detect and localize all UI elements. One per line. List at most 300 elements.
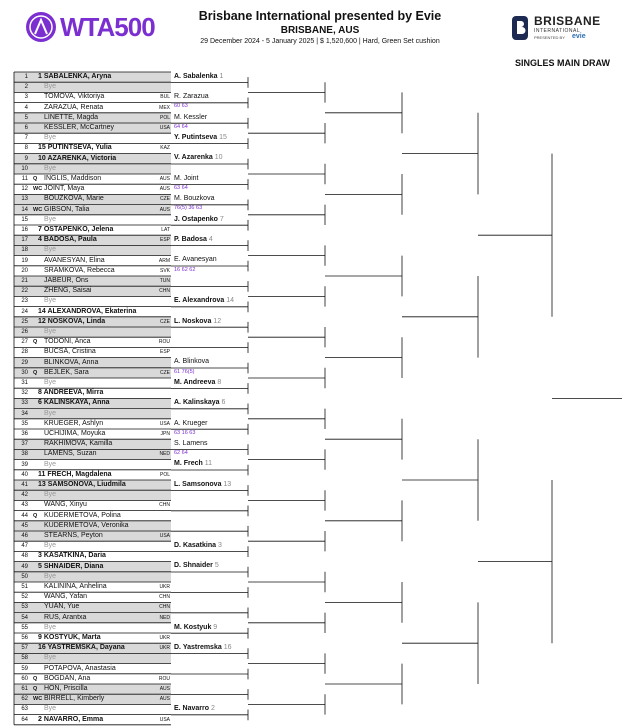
entry-number: 5 bbox=[24, 114, 28, 121]
draw-entry-row bbox=[14, 276, 171, 286]
draw-entry-row bbox=[14, 439, 171, 449]
round2-winner-seed: 4 bbox=[206, 235, 213, 243]
draw-entry-row bbox=[14, 409, 171, 419]
draw-entry-row bbox=[14, 460, 171, 470]
round2-winner-name: A. Krueger bbox=[174, 419, 208, 427]
entry-player-name: Bye bbox=[44, 623, 57, 631]
entry-player-name: KRUEGER, Ashlyn bbox=[44, 419, 104, 427]
draw-entry-row bbox=[14, 378, 171, 388]
round2-score: 62 64 bbox=[174, 450, 188, 457]
entry-number: 11 bbox=[21, 176, 28, 182]
entry-player-name: 10 AZARENKA, Victoria bbox=[38, 154, 117, 162]
entry-player-name: WANG, Yafan bbox=[44, 593, 88, 601]
round2-winner-seed: 2 bbox=[209, 705, 215, 713]
draw-entry-row bbox=[14, 154, 171, 164]
round2-winner bbox=[174, 114, 207, 121]
draw-entry-row bbox=[14, 551, 171, 561]
draw-entry-row bbox=[14, 368, 171, 378]
entry-number: 62 bbox=[21, 696, 28, 703]
entry-number: 58 bbox=[21, 655, 28, 662]
round2-winner-seed: 6 bbox=[219, 399, 226, 407]
entry-player-name: INGLIS, Maddison bbox=[44, 175, 102, 182]
entry-number: 20 bbox=[21, 267, 28, 274]
entry-player-name: Bye bbox=[44, 134, 57, 142]
round2-winner-name: L. Noskova bbox=[174, 317, 212, 325]
entry-player-name: BLINKOVA, Anna bbox=[44, 358, 99, 366]
round2-winner-name: L. Samsonova bbox=[174, 480, 222, 488]
entry-player-name: Bye bbox=[44, 246, 57, 254]
draw-entry-row bbox=[14, 103, 171, 113]
entry-number: 27 bbox=[21, 339, 28, 346]
draw-entry-row bbox=[14, 653, 171, 663]
draw-entry-row bbox=[14, 317, 171, 327]
entry-country: CZE bbox=[160, 318, 170, 325]
round2-winner-name: Y. Putintseva bbox=[174, 133, 218, 141]
draw-entry-row bbox=[14, 296, 171, 306]
entry-country: USA bbox=[159, 125, 170, 131]
draw-entry-row bbox=[14, 664, 171, 674]
round2-winner bbox=[174, 562, 219, 569]
entry-number: 36 bbox=[21, 431, 28, 437]
entry-status: WC bbox=[33, 186, 43, 193]
round2-winner bbox=[174, 195, 214, 202]
sponsor-main: BRISBANE bbox=[534, 14, 601, 28]
entry-player-name: Bye bbox=[44, 328, 57, 335]
round2-winner bbox=[174, 379, 221, 386]
draw-entry-row bbox=[14, 500, 171, 510]
entry-country: POL bbox=[159, 114, 170, 121]
round2-winner bbox=[174, 624, 217, 631]
entry-country: POL bbox=[159, 471, 170, 478]
entry-country: LAT bbox=[161, 227, 170, 233]
entry-number: 61 bbox=[21, 686, 28, 692]
entry-number: 40 bbox=[21, 471, 28, 478]
entry-player-name: Bye bbox=[44, 215, 57, 223]
entry-player-name: 6 KALINSKAYA, Anna bbox=[38, 399, 110, 407]
entry-player-name: 15 PUTINTSEVA, Yulia bbox=[38, 144, 112, 152]
round2-winner-seed: 11 bbox=[202, 460, 213, 468]
round2-winner bbox=[174, 399, 225, 406]
round2-winner-name: A. Sabalenka bbox=[174, 72, 218, 80]
round2-winner bbox=[174, 420, 207, 427]
entry-number: 43 bbox=[21, 502, 28, 509]
round2-winner bbox=[174, 93, 209, 100]
entry-number: 41 bbox=[21, 482, 28, 488]
entry-country: AUS bbox=[159, 206, 170, 213]
round2-winner bbox=[174, 73, 223, 80]
round2-winner bbox=[174, 705, 215, 712]
entry-player-name: STEARNS, Peyton bbox=[44, 532, 103, 539]
entry-player-name: WANG, Xinyu bbox=[44, 501, 87, 509]
entry-country: CHN bbox=[159, 604, 170, 611]
entry-player-name: 5 SHNAIDER, Diana bbox=[38, 562, 104, 570]
draw-entry-row bbox=[14, 704, 171, 714]
entry-player-name: BEJLEK, Sara bbox=[44, 368, 89, 376]
entry-country: ARM bbox=[158, 257, 170, 264]
round2-winner-name: R. Zarazua bbox=[174, 93, 209, 101]
entry-number: 47 bbox=[21, 543, 28, 550]
entry-player-name: LAMENS, Suzan bbox=[44, 450, 97, 458]
entry-country: AUS bbox=[159, 696, 170, 703]
round2-winner-name: D. Yastremska bbox=[174, 643, 222, 651]
entry-player-name: TODONI, Anca bbox=[44, 338, 91, 346]
entry-number: 6 bbox=[24, 125, 28, 131]
entry-player-name: 14 ALEXANDROVA, Ekaterina bbox=[38, 307, 137, 315]
round2-winner-seed: 15 bbox=[217, 133, 227, 141]
entry-country: USA bbox=[159, 533, 170, 539]
entry-country: UKR bbox=[159, 584, 170, 590]
round2-winner-seed: 7 bbox=[217, 215, 224, 223]
entry-number: 17 bbox=[21, 237, 28, 244]
round2-winner-seed: 9 bbox=[211, 623, 218, 631]
draw-entry-row bbox=[14, 511, 171, 521]
entry-number: 3 bbox=[24, 94, 28, 101]
entry-country: UKR bbox=[159, 635, 170, 641]
entry-player-name: JABEUR, Ons bbox=[44, 277, 89, 284]
sponsor-presented: PRESENTED BY bbox=[534, 35, 565, 40]
entry-number: 48 bbox=[21, 553, 28, 560]
entry-country: CZE bbox=[160, 369, 170, 376]
entry-number: 59 bbox=[21, 665, 28, 672]
draw-entry-row bbox=[14, 205, 171, 215]
entry-player-name: POTAPOVA, Anastasia bbox=[44, 664, 116, 672]
draw-entry-row bbox=[14, 215, 171, 225]
round2-winner-name: V. Azarenka bbox=[174, 154, 213, 162]
round2-winner-name: J. Ostapenko bbox=[174, 215, 218, 223]
entry-number: 14 bbox=[21, 206, 28, 213]
entry-country: CHN bbox=[159, 288, 170, 295]
round2-winner-name: M. Kessler bbox=[174, 113, 208, 121]
round2-winner-name: M. Kostyuk bbox=[174, 623, 212, 631]
round2-winner bbox=[174, 542, 222, 549]
entry-number: 35 bbox=[21, 420, 28, 427]
tournament-meta: 29 December 2024 - 5 January 2025 | $ 1,520,600 | Hard, Green Set cushion bbox=[200, 38, 440, 45]
entry-player-name: 2 NAVARRO, Emma bbox=[38, 715, 104, 723]
entry-country: ESP bbox=[159, 349, 170, 356]
round2-winner bbox=[174, 154, 223, 161]
entry-number: 29 bbox=[21, 359, 28, 366]
round2-winner-seed: 1 bbox=[217, 72, 224, 80]
round2-winner bbox=[174, 481, 231, 488]
round2-winner-name: M. Joint bbox=[174, 174, 199, 182]
draw-entry-row bbox=[14, 388, 171, 398]
entry-number: 44 bbox=[21, 512, 28, 519]
entry-status: WC bbox=[33, 696, 43, 703]
round2-winner-name: A. Blinkova bbox=[174, 358, 210, 366]
entry-number: 52 bbox=[21, 594, 28, 601]
draw-entry-row bbox=[14, 235, 171, 245]
entry-number: 12 bbox=[21, 186, 28, 193]
round2-winner-seed: 5 bbox=[212, 562, 219, 570]
entry-country: UKR bbox=[159, 645, 170, 652]
entry-player-name: 11 FRECH, Magdalena bbox=[38, 470, 112, 478]
entry-number: 1 bbox=[24, 74, 28, 80]
entry-number: 24 bbox=[21, 308, 28, 315]
entry-player-name: ZARAZUA, Renata bbox=[44, 103, 104, 111]
entry-number: 54 bbox=[21, 614, 28, 621]
entry-number: 4 bbox=[24, 104, 28, 111]
draw-entry-row bbox=[14, 613, 171, 623]
round2-winner bbox=[174, 216, 224, 223]
sponsor-sub: INTERNATIONAL bbox=[534, 28, 581, 34]
entry-number: 56 bbox=[21, 635, 28, 641]
draw-entry-row bbox=[14, 674, 171, 684]
entry-player-name: TOMOVA, Viktoriya bbox=[44, 93, 105, 101]
entry-status: Q bbox=[33, 686, 38, 692]
entry-player-name: 16 YASTREMSKA, Dayana bbox=[38, 644, 125, 652]
entry-number: 60 bbox=[21, 675, 28, 682]
round2-winner-seed: 3 bbox=[216, 541, 222, 549]
draw-entry-row bbox=[14, 92, 171, 102]
entry-player-name: HON, Priscilla bbox=[44, 685, 88, 692]
draw-entry-row bbox=[14, 582, 171, 592]
entry-country: JPN bbox=[160, 431, 170, 437]
entry-number: 7 bbox=[24, 135, 28, 142]
entry-number: 26 bbox=[21, 329, 28, 335]
round2-winner-seed: 12 bbox=[211, 317, 222, 325]
entry-player-name: BIRRELL, Kimberly bbox=[44, 695, 105, 703]
round2-score: 63 16 63 bbox=[174, 429, 196, 436]
draw-entry-row bbox=[14, 490, 171, 500]
brisbane-b-icon bbox=[510, 14, 530, 42]
entry-number: 23 bbox=[21, 298, 28, 305]
entry-number: 15 bbox=[21, 216, 28, 223]
round2-winner-name: E. Alexandrova bbox=[174, 297, 225, 305]
entry-number: 63 bbox=[21, 706, 28, 713]
entry-number: 49 bbox=[21, 563, 28, 570]
entry-country: ROU bbox=[158, 339, 170, 346]
entry-country: AUS bbox=[159, 186, 170, 193]
draw-entry-row bbox=[14, 225, 171, 235]
entry-player-name: SRAMKOVA, Rebecca bbox=[44, 266, 115, 274]
draw-entry-row bbox=[14, 623, 171, 633]
draw-entry-row bbox=[14, 715, 171, 725]
entry-country: USA bbox=[159, 420, 170, 427]
draw-entry-row bbox=[14, 572, 171, 582]
draw-entry-row bbox=[14, 245, 171, 255]
draw-entry-row bbox=[14, 531, 171, 541]
entry-player-name: Bye bbox=[44, 297, 57, 305]
round2-winner bbox=[174, 644, 231, 651]
entry-player-name: KALININA, Anhelina bbox=[44, 583, 107, 590]
entry-number: 2 bbox=[24, 84, 28, 91]
entry-player-name: Bye bbox=[44, 491, 57, 499]
entry-player-name: JOINT, Maya bbox=[44, 185, 85, 193]
entry-player-name: Bye bbox=[44, 379, 57, 386]
round2-score: 16 62 62 bbox=[174, 266, 196, 273]
draw-entry-row bbox=[14, 449, 171, 459]
entry-country: CZE bbox=[160, 196, 170, 203]
draw-entry-row bbox=[14, 643, 171, 653]
wta500-logo-text: WTA500 bbox=[60, 12, 155, 42]
draw-entry-row bbox=[14, 123, 171, 133]
entry-number: 10 bbox=[21, 165, 28, 172]
round2-winner bbox=[174, 236, 213, 243]
round2-winner-seed: 14 bbox=[224, 297, 235, 305]
round2-winner-name: M. Andreeva bbox=[174, 378, 216, 386]
draw-entry-row bbox=[14, 602, 171, 612]
entry-status: Q bbox=[33, 369, 38, 376]
entry-player-name: KUDERMETOVA, Veronika bbox=[44, 521, 129, 529]
draw-entry-row bbox=[14, 113, 171, 123]
draw-entry-row bbox=[14, 592, 171, 602]
entry-number: 31 bbox=[21, 380, 28, 386]
round2-winner bbox=[174, 358, 209, 365]
entry-number: 57 bbox=[21, 645, 28, 652]
entry-player-name: 1 SABALENKA, Aryna bbox=[38, 73, 112, 80]
round2-winner-seed: 13 bbox=[221, 480, 232, 488]
entry-country: CHN bbox=[159, 502, 170, 509]
draw-entry-row bbox=[14, 470, 171, 480]
entry-player-name: 13 SAMSONOVA, Liudmila bbox=[38, 481, 126, 488]
draw-entry-row bbox=[14, 521, 171, 531]
entry-number: 33 bbox=[21, 400, 28, 407]
entry-number: 37 bbox=[21, 441, 28, 448]
entry-country: BUL bbox=[160, 94, 170, 101]
round2-winner bbox=[174, 318, 221, 325]
draw-entry-row bbox=[14, 143, 171, 153]
entry-number: 45 bbox=[21, 522, 28, 529]
round2-winner-name: D. Shnaider bbox=[174, 562, 213, 570]
entry-country: SVK bbox=[159, 267, 170, 274]
entry-number: 21 bbox=[21, 278, 28, 284]
entry-player-name: 7 OSTAPENKO, Jelena bbox=[38, 226, 114, 233]
entry-number: 51 bbox=[21, 584, 28, 590]
entry-player-name: 4 BADOSA, Paula bbox=[38, 236, 97, 244]
tournament-title: Brisbane International presented by Evie bbox=[198, 9, 442, 23]
draw-title: SINGLES MAIN DRAW bbox=[514, 58, 610, 68]
round2-winner-name: E. Avanesyan bbox=[174, 256, 217, 264]
entry-number: 18 bbox=[21, 247, 28, 254]
entry-player-name: Bye bbox=[44, 83, 57, 91]
round2-winner bbox=[174, 297, 234, 304]
draw-entry-row bbox=[14, 72, 171, 82]
entry-player-name: RUS, Arantxa bbox=[44, 613, 87, 621]
entry-number: 8 bbox=[24, 145, 28, 152]
draw-entry-row bbox=[14, 184, 171, 194]
entry-country: ROU bbox=[158, 675, 170, 682]
round2-winner-name: A. Kalinskaya bbox=[174, 399, 220, 407]
entry-player-name: RAKHIMOVA, Kamilla bbox=[44, 440, 113, 448]
entry-player-name: Bye bbox=[44, 542, 57, 550]
entry-player-name: Bye bbox=[44, 572, 57, 580]
round2-winner bbox=[174, 460, 212, 467]
round2-winner bbox=[174, 175, 199, 182]
brisbane-international-logo bbox=[510, 12, 610, 44]
entry-number: 32 bbox=[21, 390, 28, 397]
round2-winner-name: P. Badosa bbox=[174, 235, 207, 243]
draw-entry-row bbox=[14, 286, 171, 296]
entry-status: Q bbox=[33, 512, 38, 519]
draw-entry-row bbox=[14, 307, 171, 317]
round2-score: 61 76(5) bbox=[174, 368, 195, 375]
draw-entry-row bbox=[14, 429, 171, 439]
entry-status: Q bbox=[33, 176, 38, 182]
draw-entry-row bbox=[14, 358, 171, 368]
round2-winner-name: D. Kasatkina bbox=[174, 541, 217, 549]
draw-entry-row bbox=[14, 541, 171, 551]
entry-player-name: ZHENG, Saisai bbox=[44, 287, 92, 295]
entry-country: AUS bbox=[159, 176, 170, 182]
entry-player-name: KESSLER, McCartney bbox=[44, 124, 115, 131]
entry-number: 39 bbox=[21, 461, 28, 468]
entry-player-name: Bye bbox=[44, 460, 57, 468]
entry-country: MEX bbox=[159, 104, 170, 111]
round2-winner-name: S. Lamens bbox=[174, 439, 208, 447]
entry-country: USA bbox=[159, 716, 170, 723]
entry-player-name: LINETTE, Magda bbox=[44, 113, 99, 121]
entry-player-name: BOGDAN, Ana bbox=[44, 674, 91, 682]
round2-winner-seed: 10 bbox=[212, 154, 223, 162]
draw-entry-row bbox=[14, 562, 171, 572]
entry-country: TUN bbox=[159, 278, 170, 284]
round2-score: 60 63 bbox=[174, 103, 188, 110]
round2-winner-name: E. Navarro bbox=[174, 705, 210, 713]
entry-status: WC bbox=[33, 206, 43, 213]
entry-number: 64 bbox=[21, 716, 28, 723]
entry-number: 50 bbox=[21, 573, 28, 580]
entry-player-name: 9 KOSTYUK, Marta bbox=[38, 634, 101, 641]
entry-country: AUS bbox=[159, 686, 170, 692]
wta-player-icon bbox=[24, 10, 58, 44]
entry-player-name: Bye bbox=[44, 705, 57, 713]
entry-country: NED bbox=[159, 614, 170, 621]
round2-winner-name: M. Bouzkova bbox=[174, 195, 215, 203]
entry-number: 25 bbox=[21, 318, 28, 325]
entry-number: 38 bbox=[21, 451, 28, 458]
draw-entry-row bbox=[14, 164, 171, 174]
draw-entry-row bbox=[14, 419, 171, 429]
entry-number: 34 bbox=[21, 410, 28, 417]
entry-player-name: UCHIJIMA, Moyuka bbox=[44, 430, 106, 437]
draw-entry-row bbox=[14, 337, 171, 347]
entry-player-name: YUAN, Yue bbox=[44, 603, 80, 611]
entry-player-name: AVANESYAN, Elina bbox=[44, 256, 105, 264]
entry-player-name: KUDERMETOVA, Polina bbox=[44, 511, 121, 519]
sponsor-evie: evie bbox=[572, 33, 586, 40]
entry-player-name: 12 NOSKOVA, Linda bbox=[38, 317, 106, 325]
draw-entry-row bbox=[14, 398, 171, 408]
entry-number: 19 bbox=[21, 257, 28, 264]
draw-entry-row bbox=[14, 694, 171, 704]
entry-number: 22 bbox=[21, 288, 28, 295]
draw-entry-row bbox=[14, 633, 171, 643]
round2-winner bbox=[174, 440, 207, 447]
round2-winner bbox=[174, 134, 227, 141]
entry-country: ESP bbox=[159, 237, 170, 244]
entry-number: 53 bbox=[21, 604, 28, 611]
draw-entry-row bbox=[14, 82, 171, 92]
draw-entry-row bbox=[14, 347, 171, 357]
draw-entry-row bbox=[14, 133, 171, 143]
round2-winner-seed: 8 bbox=[215, 378, 222, 386]
round2-score: 64 64 bbox=[174, 123, 188, 130]
entry-player-name: Bye bbox=[44, 409, 57, 417]
round2-score: 76(5) 36 63 bbox=[174, 205, 203, 212]
draw-entry-row bbox=[14, 480, 171, 490]
entry-number: 13 bbox=[21, 196, 28, 203]
entry-number: 55 bbox=[21, 624, 28, 631]
entry-player-name: 8 ANDREEVA, Mirra bbox=[38, 389, 104, 397]
entry-player-name: GIBSON, Talia bbox=[44, 205, 90, 213]
draw-entry-row bbox=[14, 327, 171, 337]
draw-entry-row bbox=[14, 256, 171, 266]
draw-entry-row bbox=[14, 174, 171, 184]
entry-player-name: Bye bbox=[44, 654, 57, 662]
draw-entry-row bbox=[14, 684, 171, 694]
entry-player-name: 3 KASATKINA, Daria bbox=[38, 552, 106, 560]
entry-status: Q bbox=[33, 339, 38, 346]
